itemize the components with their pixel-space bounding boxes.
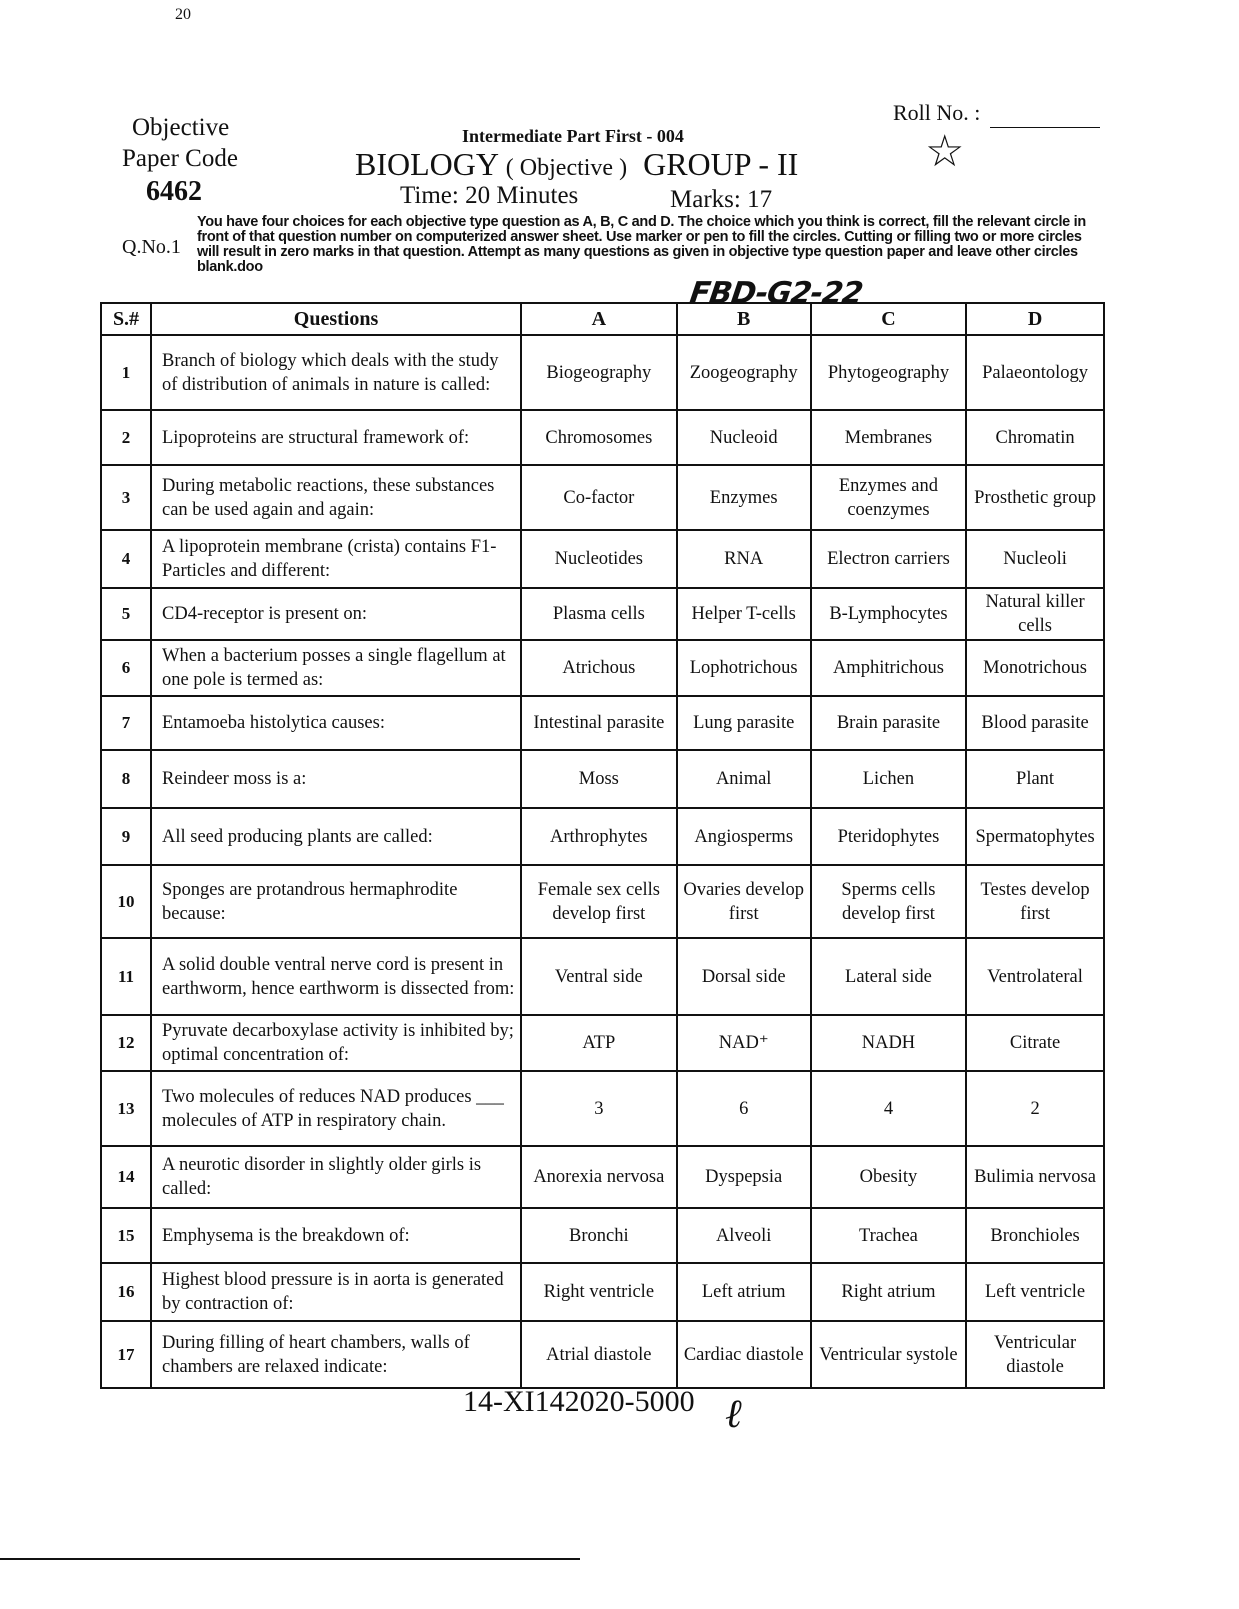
option-b: Animal xyxy=(677,750,811,808)
option-c: Phytogeography xyxy=(811,335,966,410)
question-number: Q.No.1 xyxy=(122,236,181,258)
header-sno: S.# xyxy=(101,303,151,335)
option-b: Ovaries develop first xyxy=(677,865,811,938)
question-number-cell: 10 xyxy=(101,865,151,938)
option-c: Obesity xyxy=(811,1146,966,1208)
paper-code-label: Paper Code xyxy=(122,145,238,172)
question-text: Entamoeba histolytica causes: xyxy=(151,696,521,750)
group: GROUP - II xyxy=(643,146,799,182)
header-d: D xyxy=(966,303,1104,335)
option-a: Atrichous xyxy=(521,640,677,696)
header-c: C xyxy=(811,303,966,335)
header-b: B xyxy=(677,303,811,335)
option-b: Helper T-cells xyxy=(677,588,811,640)
option-a: Plasma cells xyxy=(521,588,677,640)
footer-code: 14-XI142020-5000 xyxy=(463,1385,695,1418)
table-row xyxy=(101,1015,1104,1071)
option-a: Female sex cells develop first xyxy=(521,865,677,938)
subject-title xyxy=(355,146,798,183)
table-header-row xyxy=(101,303,1104,335)
option-b: Left atrium xyxy=(677,1263,811,1321)
question-text: A lipoprotein membrane (crista) contains F1-Particles and different: xyxy=(151,530,521,588)
table-row xyxy=(101,1208,1104,1263)
option-d: Plant xyxy=(966,750,1104,808)
signature-mark: ℓ xyxy=(725,1391,742,1436)
option-b: Lophotrichous xyxy=(677,640,811,696)
option-d: 2 xyxy=(966,1071,1104,1146)
option-b: 6 xyxy=(677,1071,811,1146)
option-a: Moss xyxy=(521,750,677,808)
table-row xyxy=(101,865,1104,938)
question-number-cell: 13 xyxy=(101,1071,151,1146)
option-d: Palaeontology xyxy=(966,335,1104,410)
option-c: Brain parasite xyxy=(811,696,966,750)
question-text: Two molecules of reduces NAD produces ___ molecules of ATP in respiratory chain. xyxy=(151,1071,521,1146)
table-row xyxy=(101,808,1104,865)
option-d: Citrate xyxy=(966,1015,1104,1071)
option-c: Trachea xyxy=(811,1208,966,1263)
question-number-cell: 15 xyxy=(101,1208,151,1263)
option-c: 4 xyxy=(811,1071,966,1146)
question-number-cell: 1 xyxy=(101,335,151,410)
option-d: Prosthetic group xyxy=(966,465,1104,530)
option-b: Lung parasite xyxy=(677,696,811,750)
page-number: 20 xyxy=(175,6,191,23)
question-number-cell: 7 xyxy=(101,696,151,750)
option-a: ATP xyxy=(521,1015,677,1071)
question-text: Pyruvate decarboxylase activity is inhibited by; optimal concentration of: xyxy=(151,1015,521,1071)
option-d: Bulimia nervosa xyxy=(966,1146,1104,1208)
subject-name: BIOLOGY xyxy=(355,146,498,182)
option-d: Spermatophytes xyxy=(966,808,1104,865)
option-d: Monotrichous xyxy=(966,640,1104,696)
star-icon: ☆ xyxy=(925,127,965,176)
option-a: Biogeography xyxy=(521,335,677,410)
question-text: During filling of heart chambers, walls of chambers are relaxed indicate: xyxy=(151,1321,521,1388)
question-number-cell: 9 xyxy=(101,808,151,865)
table-row xyxy=(101,1071,1104,1146)
option-d: Chromatin xyxy=(966,410,1104,465)
total-marks: Marks: 17 xyxy=(670,186,773,213)
option-c: Sperms cells develop first xyxy=(811,865,966,938)
option-b: RNA xyxy=(677,530,811,588)
question-number-cell: 11 xyxy=(101,938,151,1015)
objective-label: Objective xyxy=(132,114,230,141)
table-row xyxy=(101,750,1104,808)
option-a: Intestinal parasite xyxy=(521,696,677,750)
option-d: Bronchioles xyxy=(966,1208,1104,1263)
option-b: Nucleoid xyxy=(677,410,811,465)
exam-title: Intermediate Part First - 004 xyxy=(462,126,684,146)
handwritten-note: FBD-G2-22 xyxy=(687,276,865,311)
question-text: During metabolic reactions, these substances can be used again and again: xyxy=(151,465,521,530)
option-b: NAD⁺ xyxy=(677,1015,811,1071)
option-a: 3 xyxy=(521,1071,677,1146)
table-row xyxy=(101,410,1104,465)
roll-no-label: Roll No. : xyxy=(893,100,981,125)
question-number-cell: 4 xyxy=(101,530,151,588)
option-a: Ventral side xyxy=(521,938,677,1015)
option-c: Ventricular systole xyxy=(811,1321,966,1388)
option-c: B-Lymphocytes xyxy=(811,588,966,640)
option-c: Electron carriers xyxy=(811,530,966,588)
option-c: NADH xyxy=(811,1015,966,1071)
option-b: Zoogeography xyxy=(677,335,811,410)
question-text: Branch of biology which deals with the study of distribution of animals in nature is called: xyxy=(151,335,521,410)
table-row xyxy=(101,1146,1104,1208)
table-row xyxy=(101,588,1104,640)
table-row xyxy=(101,938,1104,1015)
page-edge-line xyxy=(0,1558,580,1560)
question-number-cell: 17 xyxy=(101,1321,151,1388)
question-text: Highest blood pressure is in aorta is generated by contraction of: xyxy=(151,1263,521,1321)
question-text: All seed producing plants are called: xyxy=(151,808,521,865)
option-a: Atrial diastole xyxy=(521,1321,677,1388)
question-number-cell: 2 xyxy=(101,410,151,465)
option-c: Lateral side xyxy=(811,938,966,1015)
option-a: Chromosomes xyxy=(521,410,677,465)
questions-table xyxy=(100,302,1105,1389)
table-row xyxy=(101,1321,1104,1388)
option-d: Testes develop first xyxy=(966,865,1104,938)
option-d: Ventricular diastole xyxy=(966,1321,1104,1388)
instructions: You have four choices for each objective type question as A, B, C and D. The choice which you think is correct, fill the relevant circle in front of that question number on computerized answer sheet. Use marker or pen to fill the circles. Cutting or filling two or more circles will result in zero marks in that question. Attempt as many questions as given in objective type question paper and leave other circles blank.doo xyxy=(197,214,1086,275)
option-d: Natural killer cells xyxy=(966,588,1104,640)
time-allowed: Time: 20 Minutes xyxy=(400,182,579,209)
question-text: Sponges are protandrous hermaphrodite because: xyxy=(151,865,521,938)
table-row xyxy=(101,1263,1104,1321)
option-c: Pteridophytes xyxy=(811,808,966,865)
question-text: Reindeer moss is a: xyxy=(151,750,521,808)
option-a: Anorexia nervosa xyxy=(521,1146,677,1208)
option-b: Alveoli xyxy=(677,1208,811,1263)
question-number-cell: 8 xyxy=(101,750,151,808)
option-d: Nucleoli xyxy=(966,530,1104,588)
question-number-cell: 16 xyxy=(101,1263,151,1321)
option-d: Ventrolateral xyxy=(966,938,1104,1015)
option-c: Amphitrichous xyxy=(811,640,966,696)
header-a: A xyxy=(521,303,677,335)
question-number-cell: 6 xyxy=(101,640,151,696)
option-a: Co-factor xyxy=(521,465,677,530)
option-a: Bronchi xyxy=(521,1208,677,1263)
question-text: Emphysema is the breakdown of: xyxy=(151,1208,521,1263)
table-row xyxy=(101,696,1104,750)
table-row xyxy=(101,465,1104,530)
question-text: Lipoproteins are structural framework of: xyxy=(151,410,521,465)
option-b: Dorsal side xyxy=(677,938,811,1015)
option-b: Angiosperms xyxy=(677,808,811,865)
option-c: Enzymes and coenzymes xyxy=(811,465,966,530)
option-a: Arthrophytes xyxy=(521,808,677,865)
roll-no-field xyxy=(990,127,1100,128)
question-text: A neurotic disorder in slightly older girls is called: xyxy=(151,1146,521,1208)
header-questions: Questions xyxy=(151,303,521,335)
question-number-cell: 12 xyxy=(101,1015,151,1071)
option-c: Lichen xyxy=(811,750,966,808)
option-c: Right atrium xyxy=(811,1263,966,1321)
question-text: A solid double ventral nerve cord is present in earthworm, hence earthworm is dissected from: xyxy=(151,938,521,1015)
paper-code: 6462 xyxy=(146,176,202,207)
option-b: Enzymes xyxy=(677,465,811,530)
subject-type: ( Objective ) xyxy=(505,155,628,181)
option-b: Dyspepsia xyxy=(677,1146,811,1208)
option-d: Blood parasite xyxy=(966,696,1104,750)
table-row xyxy=(101,335,1104,410)
option-b: Cardiac diastole xyxy=(677,1321,811,1388)
question-text: CD4-receptor is present on: xyxy=(151,588,521,640)
option-d: Left ventricle xyxy=(966,1263,1104,1321)
question-number-cell: 5 xyxy=(101,588,151,640)
option-c: Membranes xyxy=(811,410,966,465)
option-a: Right ventricle xyxy=(521,1263,677,1321)
option-a: Nucleotides xyxy=(521,530,677,588)
question-number-cell: 3 xyxy=(101,465,151,530)
question-number-cell: 14 xyxy=(101,1146,151,1208)
table-row xyxy=(101,530,1104,588)
table-row xyxy=(101,640,1104,696)
question-text: When a bacterium posses a single flagellum at one pole is termed as: xyxy=(151,640,521,696)
